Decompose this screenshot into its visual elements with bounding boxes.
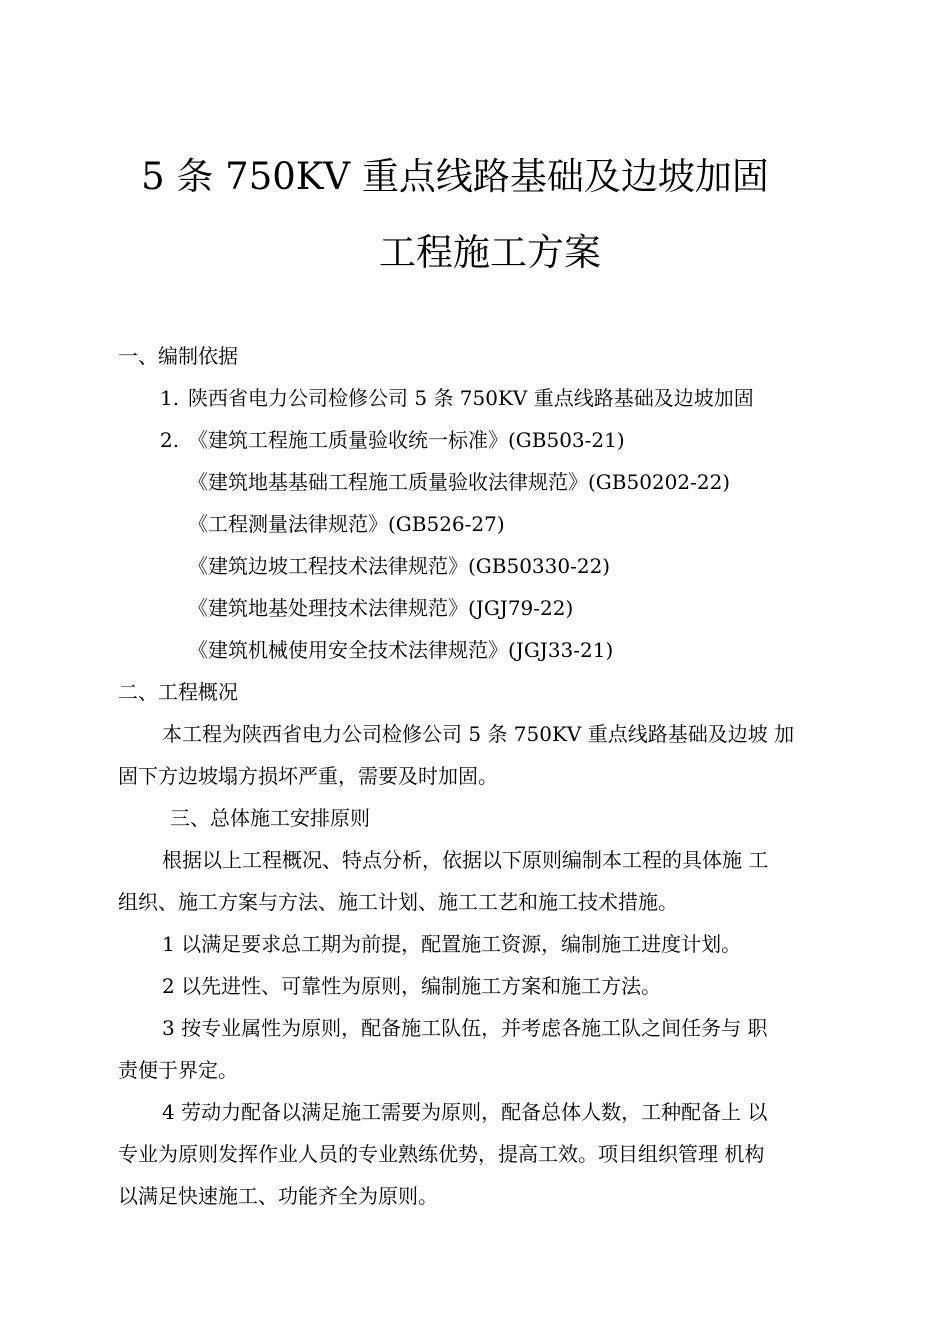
reference-item: 《建筑机械使用安全技术法律规范》(JGJ33-21) xyxy=(188,638,614,662)
item-number: 1. xyxy=(160,386,180,410)
principle-4-line2: 专业为原则发挥作业人员的专业熟练优势，提高工效。项目组织管理 机构 xyxy=(118,1142,765,1166)
section1-item1 xyxy=(160,384,754,412)
section3-heading: 三、总体施工安排原则 xyxy=(170,806,370,830)
reference-item: 《建筑边坡工程技术法律规范》(GB50330-22) xyxy=(188,554,611,578)
document-title-line2: 工程施工方案 xyxy=(379,231,601,274)
reference-item: 《建筑工程施工质量验收统一标准》(GB503-21) xyxy=(188,428,625,452)
principle-4-line1: 4 劳动力配备以满足施工需要为原则，配备总体人数，工种配备上 以 xyxy=(162,1100,768,1124)
principle-3-line2: 责便于界定。 xyxy=(118,1058,238,1082)
principle-1: 1 以满足要求总工期为前提，配置施工资源，编制施工进度计划。 xyxy=(162,932,742,956)
principle-3-line1: 3 按专业属性为原则，配备施工队伍，并考虑各施工队之间任务与 职 xyxy=(162,1016,768,1040)
paragraph-line: 本工程为陕西省电力公司检修公司 5 条 750KV 重点线路基础及边坡 加 xyxy=(162,722,795,746)
principle-4-line3: 以满足快速施工、功能齐全为原则。 xyxy=(118,1184,438,1208)
reference-item: 《建筑地基基础工程施工质量验收法律规范》(GB50202-22) xyxy=(188,470,731,494)
section2-heading: 二、工程概况 xyxy=(118,680,238,704)
section1-item2 xyxy=(160,426,625,454)
reference-item: 《工程测量法律规范》(GB526-27) xyxy=(188,512,505,536)
principle-2: 2 以先进性、可靠性为原则，编制施工方案和施工方法。 xyxy=(162,974,662,998)
item-text: 陕西省电力公司检修公司 5 条 750KV 重点线路基础及边坡加固 xyxy=(188,386,754,410)
document-title-line1: 5 条 750KV 重点线路基础及边坡加固 xyxy=(141,155,769,198)
paragraph-line: 组织、施工方案与方法、施工计划、施工工艺和施工技术措施。 xyxy=(118,890,678,914)
item-number: 2. xyxy=(160,428,180,452)
reference-item: 《建筑地基处理技术法律规范》(JGJ79-22) xyxy=(188,596,574,620)
section1-heading: 一、编制依据 xyxy=(118,344,238,368)
paragraph-line: 固下方边坡塌方损坏严重，需要及时加固。 xyxy=(118,764,498,788)
paragraph-line: 根据以上工程概况、特点分析，依据以下原则编制本工程的具体施 工 xyxy=(162,848,769,872)
